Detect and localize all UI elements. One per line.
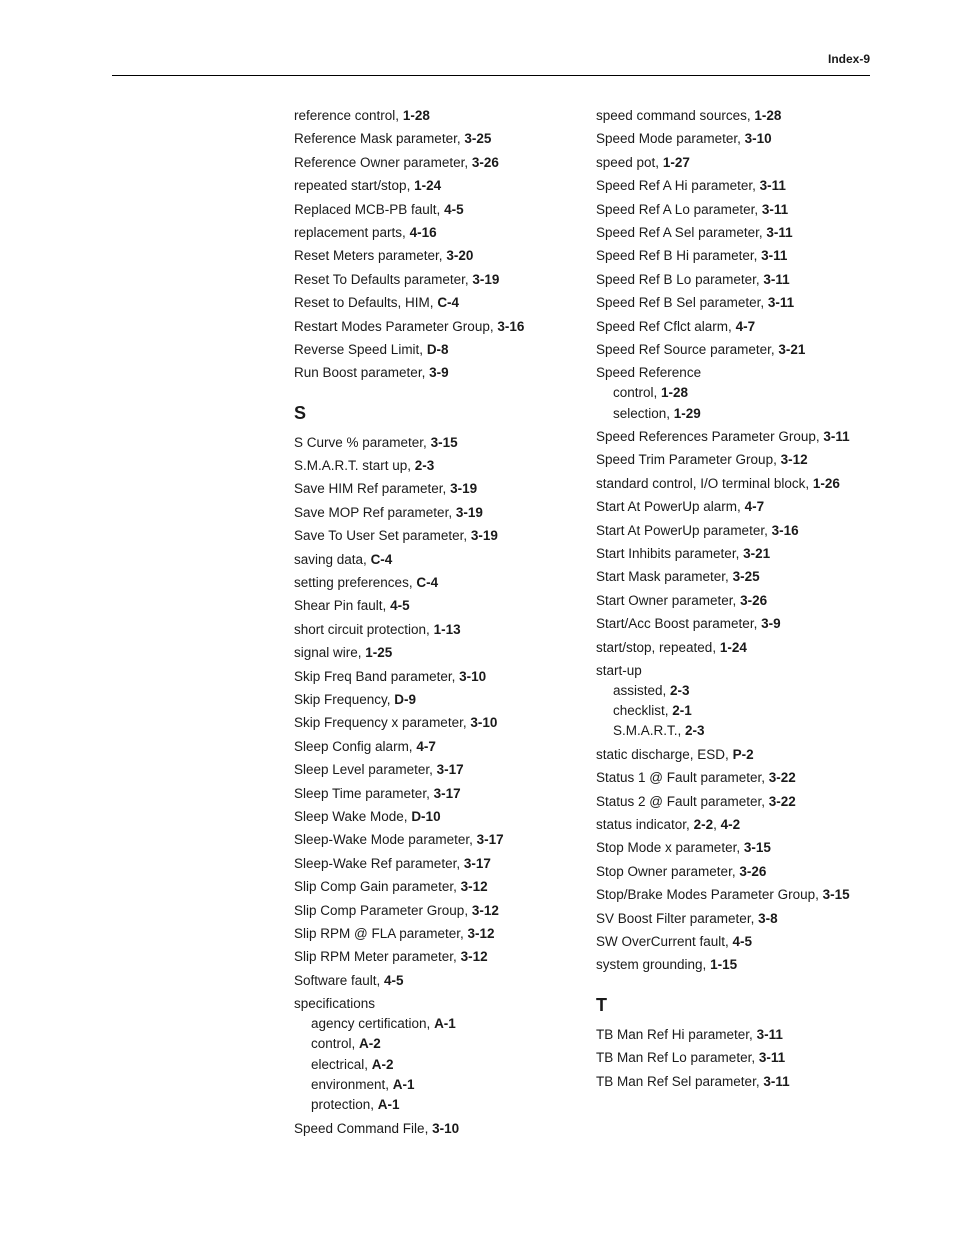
index-term: Skip Frequency x parameter, bbox=[294, 715, 471, 731]
index-subentry bbox=[294, 1075, 524, 1095]
page-reference: 3-15 bbox=[822, 887, 850, 903]
index-term: TB Man Ref Lo parameter, bbox=[596, 1050, 759, 1066]
index-entry bbox=[294, 971, 524, 994]
page-reference: D-8 bbox=[426, 341, 449, 357]
page-reference: C-4 bbox=[437, 295, 460, 311]
page-reference: 3-22 bbox=[768, 770, 796, 786]
index-term: repeated start/stop, bbox=[294, 178, 415, 194]
header-rule bbox=[112, 75, 870, 76]
index-term: speed command sources, bbox=[596, 108, 755, 123]
index-subentry bbox=[294, 1095, 524, 1118]
page-reference: 3-11 bbox=[763, 271, 790, 287]
index-term: Status 1 @ Fault parameter, bbox=[596, 770, 769, 786]
index-term: Reset Meters parameter, bbox=[294, 248, 447, 264]
index-subterm: control, bbox=[311, 1036, 360, 1052]
index-entry bbox=[596, 521, 850, 544]
page-reference: 1-28 bbox=[402, 108, 430, 123]
index-entry bbox=[294, 317, 524, 340]
index-column-right bbox=[596, 106, 850, 1095]
index-term: Sleep-Wake Mode parameter, bbox=[294, 832, 477, 848]
index-term: TB Man Ref Hi parameter, bbox=[596, 1026, 757, 1042]
page-reference: 4-5 bbox=[732, 934, 753, 949]
index-entry bbox=[596, 1048, 850, 1071]
page-reference: 4-7 bbox=[735, 318, 756, 334]
index-term: Speed Ref B Hi parameter, bbox=[596, 248, 762, 264]
index-term: Save MOP Ref parameter, bbox=[294, 504, 456, 520]
index-term: Reverse Speed Limit, bbox=[294, 341, 427, 357]
index-term: Slip Comp Gain parameter, bbox=[294, 879, 461, 895]
index-entry bbox=[294, 667, 524, 690]
index-term: Start At PowerUp parameter, bbox=[596, 522, 772, 538]
page-reference: A-1 bbox=[377, 1097, 400, 1113]
index-entry bbox=[596, 638, 850, 661]
index-entry bbox=[294, 526, 524, 549]
index-term: reference control, bbox=[294, 108, 403, 123]
page-reference: 3-11 bbox=[767, 295, 795, 311]
page-reference: 1-15 bbox=[710, 957, 738, 973]
index-term: start-up bbox=[596, 662, 642, 678]
page-reference: 2-3 bbox=[414, 458, 435, 474]
page-reference: 2-1 bbox=[672, 703, 692, 719]
index-term: Stop/Brake Modes Parameter Group, bbox=[596, 887, 823, 903]
page-reference: 3-12 bbox=[460, 949, 488, 965]
index-entry bbox=[596, 591, 850, 614]
index-term: Slip Comp Parameter Group, bbox=[294, 902, 472, 918]
index-entry bbox=[294, 1119, 524, 1142]
index-term: TB Man Ref Sel parameter, bbox=[596, 1073, 764, 1089]
page-reference: 2-2 bbox=[693, 817, 714, 833]
index-entry bbox=[294, 293, 524, 316]
index-entry bbox=[596, 200, 850, 223]
index-term: Speed Ref A Hi parameter, bbox=[596, 178, 760, 194]
index-entry bbox=[294, 807, 524, 830]
page-reference: 3-16 bbox=[771, 522, 799, 538]
index-entry bbox=[294, 901, 524, 924]
index-entry bbox=[294, 854, 524, 877]
page-reference: 3-19 bbox=[470, 528, 498, 544]
index-entry bbox=[596, 838, 850, 861]
index-term: Start/Acc Boost parameter, bbox=[596, 616, 762, 632]
index-subentry bbox=[596, 721, 850, 744]
index-term: specifications bbox=[294, 996, 376, 1012]
index-entry bbox=[596, 815, 850, 838]
index-term: S Curve % parameter, bbox=[294, 434, 431, 450]
page-reference: 3-19 bbox=[450, 481, 478, 497]
page-reference: 3-11 bbox=[823, 428, 850, 444]
index-entry bbox=[596, 246, 850, 269]
page-reference: 3-11 bbox=[756, 1026, 783, 1042]
index-entry bbox=[596, 427, 850, 450]
index-term: Save To User Set parameter, bbox=[294, 528, 471, 544]
page-reference: A-2 bbox=[371, 1056, 394, 1072]
index-entry bbox=[294, 200, 524, 223]
index-subentry bbox=[596, 681, 850, 701]
index-entry bbox=[294, 573, 524, 596]
page-reference: 3-25 bbox=[464, 131, 492, 147]
index-term: standard control, I/O terminal block, bbox=[596, 475, 813, 491]
index-term: Speed References Parameter Group, bbox=[596, 428, 824, 444]
index-subterm: protection, bbox=[311, 1097, 378, 1113]
index-entry bbox=[294, 433, 524, 456]
page-reference: 3-26 bbox=[471, 154, 499, 170]
index-subentry bbox=[596, 404, 850, 427]
reference-separator: , bbox=[713, 817, 721, 833]
page-reference: 4-5 bbox=[444, 201, 464, 217]
page-reference: 1-24 bbox=[719, 639, 747, 655]
page-reference: C-4 bbox=[370, 551, 393, 567]
page-reference: 3-9 bbox=[761, 616, 781, 632]
section-letter: S bbox=[294, 402, 307, 423]
index-term: start/stop, repeated, bbox=[596, 639, 720, 655]
page-reference: 1-28 bbox=[754, 108, 782, 123]
page-reference: 3-20 bbox=[446, 248, 474, 264]
index-entry bbox=[294, 690, 524, 713]
index-subentry bbox=[596, 701, 850, 721]
index-term: Start Mask parameter, bbox=[596, 569, 733, 585]
index-entry bbox=[596, 1025, 850, 1048]
index-term: system grounding, bbox=[596, 957, 711, 973]
page-reference: 3-10 bbox=[744, 131, 772, 147]
index-term: Status 2 @ Fault parameter, bbox=[596, 793, 769, 809]
page-reference: 3-11 bbox=[766, 224, 793, 240]
page-reference: 3-17 bbox=[436, 762, 464, 778]
page-reference: 3-10 bbox=[470, 715, 498, 731]
page-reference: 3-21 bbox=[743, 545, 771, 561]
index-term: Skip Freq Band parameter, bbox=[294, 668, 460, 684]
index-entry bbox=[596, 450, 850, 473]
page-reference: 3-11 bbox=[763, 1073, 790, 1089]
page-reference: 3-22 bbox=[768, 793, 796, 809]
index-entry bbox=[596, 909, 850, 932]
index-term: Sleep Time parameter, bbox=[294, 785, 434, 801]
index-entry bbox=[294, 340, 524, 363]
index-term: signal wire, bbox=[294, 645, 366, 661]
index-entry bbox=[596, 661, 850, 681]
page-reference: 1-24 bbox=[414, 178, 442, 194]
index-term: Reference Owner parameter, bbox=[294, 154, 472, 170]
index-entry bbox=[596, 497, 850, 520]
index-term: Start Owner parameter, bbox=[596, 592, 741, 608]
index-term: Restart Modes Parameter Group, bbox=[294, 318, 498, 334]
page-reference: 4-16 bbox=[409, 224, 437, 240]
index-entry bbox=[596, 363, 850, 383]
index-entry bbox=[294, 153, 524, 176]
index-entry bbox=[294, 994, 524, 1014]
index-entry bbox=[294, 596, 524, 619]
page-reference: 3-25 bbox=[732, 569, 760, 585]
index-entry bbox=[596, 955, 850, 978]
page-reference: 3-11 bbox=[759, 178, 786, 194]
index-term: Reference Mask parameter, bbox=[294, 131, 465, 147]
index-entry bbox=[294, 479, 524, 502]
index-entry bbox=[294, 784, 524, 807]
page-reference: 3-11 bbox=[761, 248, 788, 264]
index-subentry bbox=[294, 1034, 524, 1054]
index-entry bbox=[294, 270, 524, 293]
index-entry bbox=[596, 176, 850, 199]
page-reference: 3-12 bbox=[780, 452, 808, 468]
index-term: Stop Mode x parameter, bbox=[596, 840, 744, 856]
index-entry bbox=[294, 456, 524, 479]
page-reference: 3-15 bbox=[430, 434, 458, 450]
index-term: speed pot, bbox=[596, 154, 663, 170]
index-entry bbox=[294, 830, 524, 853]
index-subterm: control, bbox=[613, 385, 662, 401]
page-reference: 3-17 bbox=[476, 832, 504, 848]
index-entry bbox=[596, 745, 850, 768]
index-subterm: electrical, bbox=[311, 1056, 372, 1072]
index-entry bbox=[596, 862, 850, 885]
index-entry bbox=[294, 877, 524, 900]
index-entry bbox=[596, 293, 850, 316]
index-term: Sleep Level parameter, bbox=[294, 762, 437, 778]
index-entry bbox=[294, 363, 524, 386]
page-reference: C-4 bbox=[416, 575, 439, 591]
index-term: S.M.A.R.T. start up, bbox=[294, 458, 415, 474]
page-reference: 3-12 bbox=[471, 902, 499, 918]
index-term: Run Boost parameter, bbox=[294, 365, 430, 381]
index-term: replacement parts, bbox=[294, 224, 410, 240]
page-reference: 2-3 bbox=[670, 682, 690, 698]
page-reference: 3-11 bbox=[758, 1050, 786, 1066]
page-reference: 2-3 bbox=[685, 723, 705, 739]
index-entry bbox=[596, 792, 850, 815]
index-entry bbox=[294, 176, 524, 199]
index-term: setting preferences, bbox=[294, 575, 417, 591]
index-subterm: agency certification, bbox=[311, 1016, 435, 1032]
index-term: SW OverCurrent fault, bbox=[596, 934, 733, 949]
index-term: Slip RPM @ FLA parameter, bbox=[294, 925, 468, 941]
page-reference: 3-19 bbox=[455, 504, 483, 520]
index-entry bbox=[596, 223, 850, 246]
index-subterm: S.M.A.R.T., bbox=[613, 723, 686, 739]
index-entry bbox=[596, 544, 850, 567]
index-entry bbox=[596, 567, 850, 590]
page-reference: 3-21 bbox=[778, 341, 806, 357]
page-reference: 1-27 bbox=[662, 154, 690, 170]
index-entry bbox=[596, 153, 850, 176]
page-reference: 3-10 bbox=[432, 1120, 460, 1136]
index-term: Speed Mode parameter, bbox=[596, 131, 745, 147]
index-term: saving data, bbox=[294, 551, 371, 567]
index-term: Reset To Defaults parameter, bbox=[294, 271, 473, 287]
index-entry bbox=[294, 620, 524, 643]
page-number-label: Index-9 bbox=[827, 52, 870, 66]
index-entry bbox=[596, 885, 850, 908]
index-entry bbox=[294, 713, 524, 736]
index-entry bbox=[596, 932, 850, 955]
index-subentry bbox=[294, 1055, 524, 1075]
page-reference: 3-26 bbox=[740, 592, 768, 608]
index-subentry bbox=[294, 1014, 524, 1034]
index-term: Speed Ref B Lo parameter, bbox=[596, 271, 764, 287]
index-entry bbox=[294, 246, 524, 269]
page-reference: 4-2 bbox=[720, 817, 741, 833]
page-reference: 4-5 bbox=[384, 972, 404, 988]
index-entry bbox=[294, 737, 524, 760]
index-entry bbox=[294, 550, 524, 573]
page-reference: 1-28 bbox=[661, 385, 689, 401]
index-term: Speed Ref Source parameter, bbox=[596, 341, 779, 357]
page-reference: 3-8 bbox=[758, 910, 778, 926]
index-term: short circuit protection, bbox=[294, 621, 434, 637]
page-reference: 3-9 bbox=[429, 365, 449, 381]
index-subterm: checklist, bbox=[613, 703, 673, 719]
page-reference: 3-19 bbox=[472, 271, 500, 287]
index-term: status indicator, bbox=[596, 817, 694, 833]
index-subterm: environment, bbox=[311, 1076, 393, 1092]
index-term: Speed Command File, bbox=[294, 1120, 433, 1136]
index-term: Start At PowerUp alarm, bbox=[596, 499, 745, 515]
index-entry bbox=[294, 106, 524, 129]
page-reference: 4-7 bbox=[744, 499, 765, 515]
page-reference: 3-26 bbox=[739, 863, 767, 879]
index-term: Software fault, bbox=[294, 972, 385, 988]
page-reference: A-1 bbox=[434, 1016, 456, 1032]
page-reference: P-2 bbox=[732, 746, 754, 762]
page-reference: 3-12 bbox=[460, 879, 488, 895]
index-term: Speed Ref A Lo parameter, bbox=[596, 201, 762, 217]
index-entry bbox=[294, 503, 524, 526]
page-reference: 3-15 bbox=[743, 840, 771, 856]
index-term: Speed Ref B Sel parameter, bbox=[596, 295, 768, 311]
index-term: Save HIM Ref parameter, bbox=[294, 481, 451, 497]
index-term: Skip Frequency, bbox=[294, 691, 395, 707]
index-term: Speed Ref A Sel parameter, bbox=[596, 224, 767, 240]
index-column-left bbox=[294, 106, 524, 1142]
page-reference: 4-5 bbox=[390, 598, 410, 614]
page-reference: 3-11 bbox=[761, 201, 789, 217]
index-entry bbox=[596, 768, 850, 791]
page-reference: 3-10 bbox=[459, 668, 487, 684]
index-entry bbox=[596, 106, 850, 129]
page-reference: 3-16 bbox=[497, 318, 525, 334]
index-entry bbox=[294, 643, 524, 666]
index-term: Stop Owner parameter, bbox=[596, 863, 740, 879]
page-reference: A-1 bbox=[392, 1076, 415, 1092]
section-letter: T bbox=[596, 994, 607, 1015]
page-reference: 3-12 bbox=[467, 925, 495, 941]
index-term: Reset to Defaults, HIM, bbox=[294, 295, 438, 311]
index-entry bbox=[596, 317, 850, 340]
page-reference: 1-29 bbox=[673, 405, 701, 421]
index-entry bbox=[596, 474, 850, 497]
index-term: Start Inhibits parameter, bbox=[596, 545, 744, 561]
index-entry bbox=[294, 924, 524, 947]
index-term: Speed Reference bbox=[596, 365, 702, 381]
page-reference: 4-7 bbox=[416, 738, 436, 754]
index-term: Speed Trim Parameter Group, bbox=[596, 452, 781, 468]
index-entry bbox=[596, 270, 850, 293]
index-entry bbox=[294, 947, 524, 970]
page-reference: A-2 bbox=[359, 1036, 381, 1052]
page-reference: D-10 bbox=[411, 808, 441, 824]
index-term: SV Boost Filter parameter, bbox=[596, 910, 759, 926]
index-entry bbox=[596, 340, 850, 363]
page-reference: 1-26 bbox=[812, 475, 840, 491]
index-entry bbox=[294, 223, 524, 246]
index-entry bbox=[596, 614, 850, 637]
page-reference: 1-25 bbox=[365, 645, 393, 661]
index-subterm: selection, bbox=[613, 405, 674, 421]
index-term: Sleep-Wake Ref parameter, bbox=[294, 855, 464, 871]
index-entry bbox=[294, 760, 524, 783]
index-subterm: assisted, bbox=[613, 682, 671, 698]
index-term: Shear Pin fault, bbox=[294, 598, 391, 614]
index-term: Sleep Config alarm, bbox=[294, 738, 417, 754]
page-reference: D-9 bbox=[394, 691, 417, 707]
index-entry bbox=[294, 129, 524, 152]
page-reference: 3-17 bbox=[463, 855, 491, 871]
index-entry bbox=[596, 1072, 850, 1095]
page-reference: 1-13 bbox=[433, 621, 461, 637]
index-term: static discharge, ESD, bbox=[596, 746, 733, 762]
index-subentry bbox=[596, 383, 850, 403]
index-term: Speed Ref Cflct alarm, bbox=[596, 318, 736, 334]
index-term: Slip RPM Meter parameter, bbox=[294, 949, 461, 965]
index-entry bbox=[596, 129, 850, 152]
page-reference: 3-17 bbox=[433, 785, 461, 801]
index-term: Sleep Wake Mode, bbox=[294, 808, 412, 824]
index-term: Replaced MCB-PB fault, bbox=[294, 201, 445, 217]
